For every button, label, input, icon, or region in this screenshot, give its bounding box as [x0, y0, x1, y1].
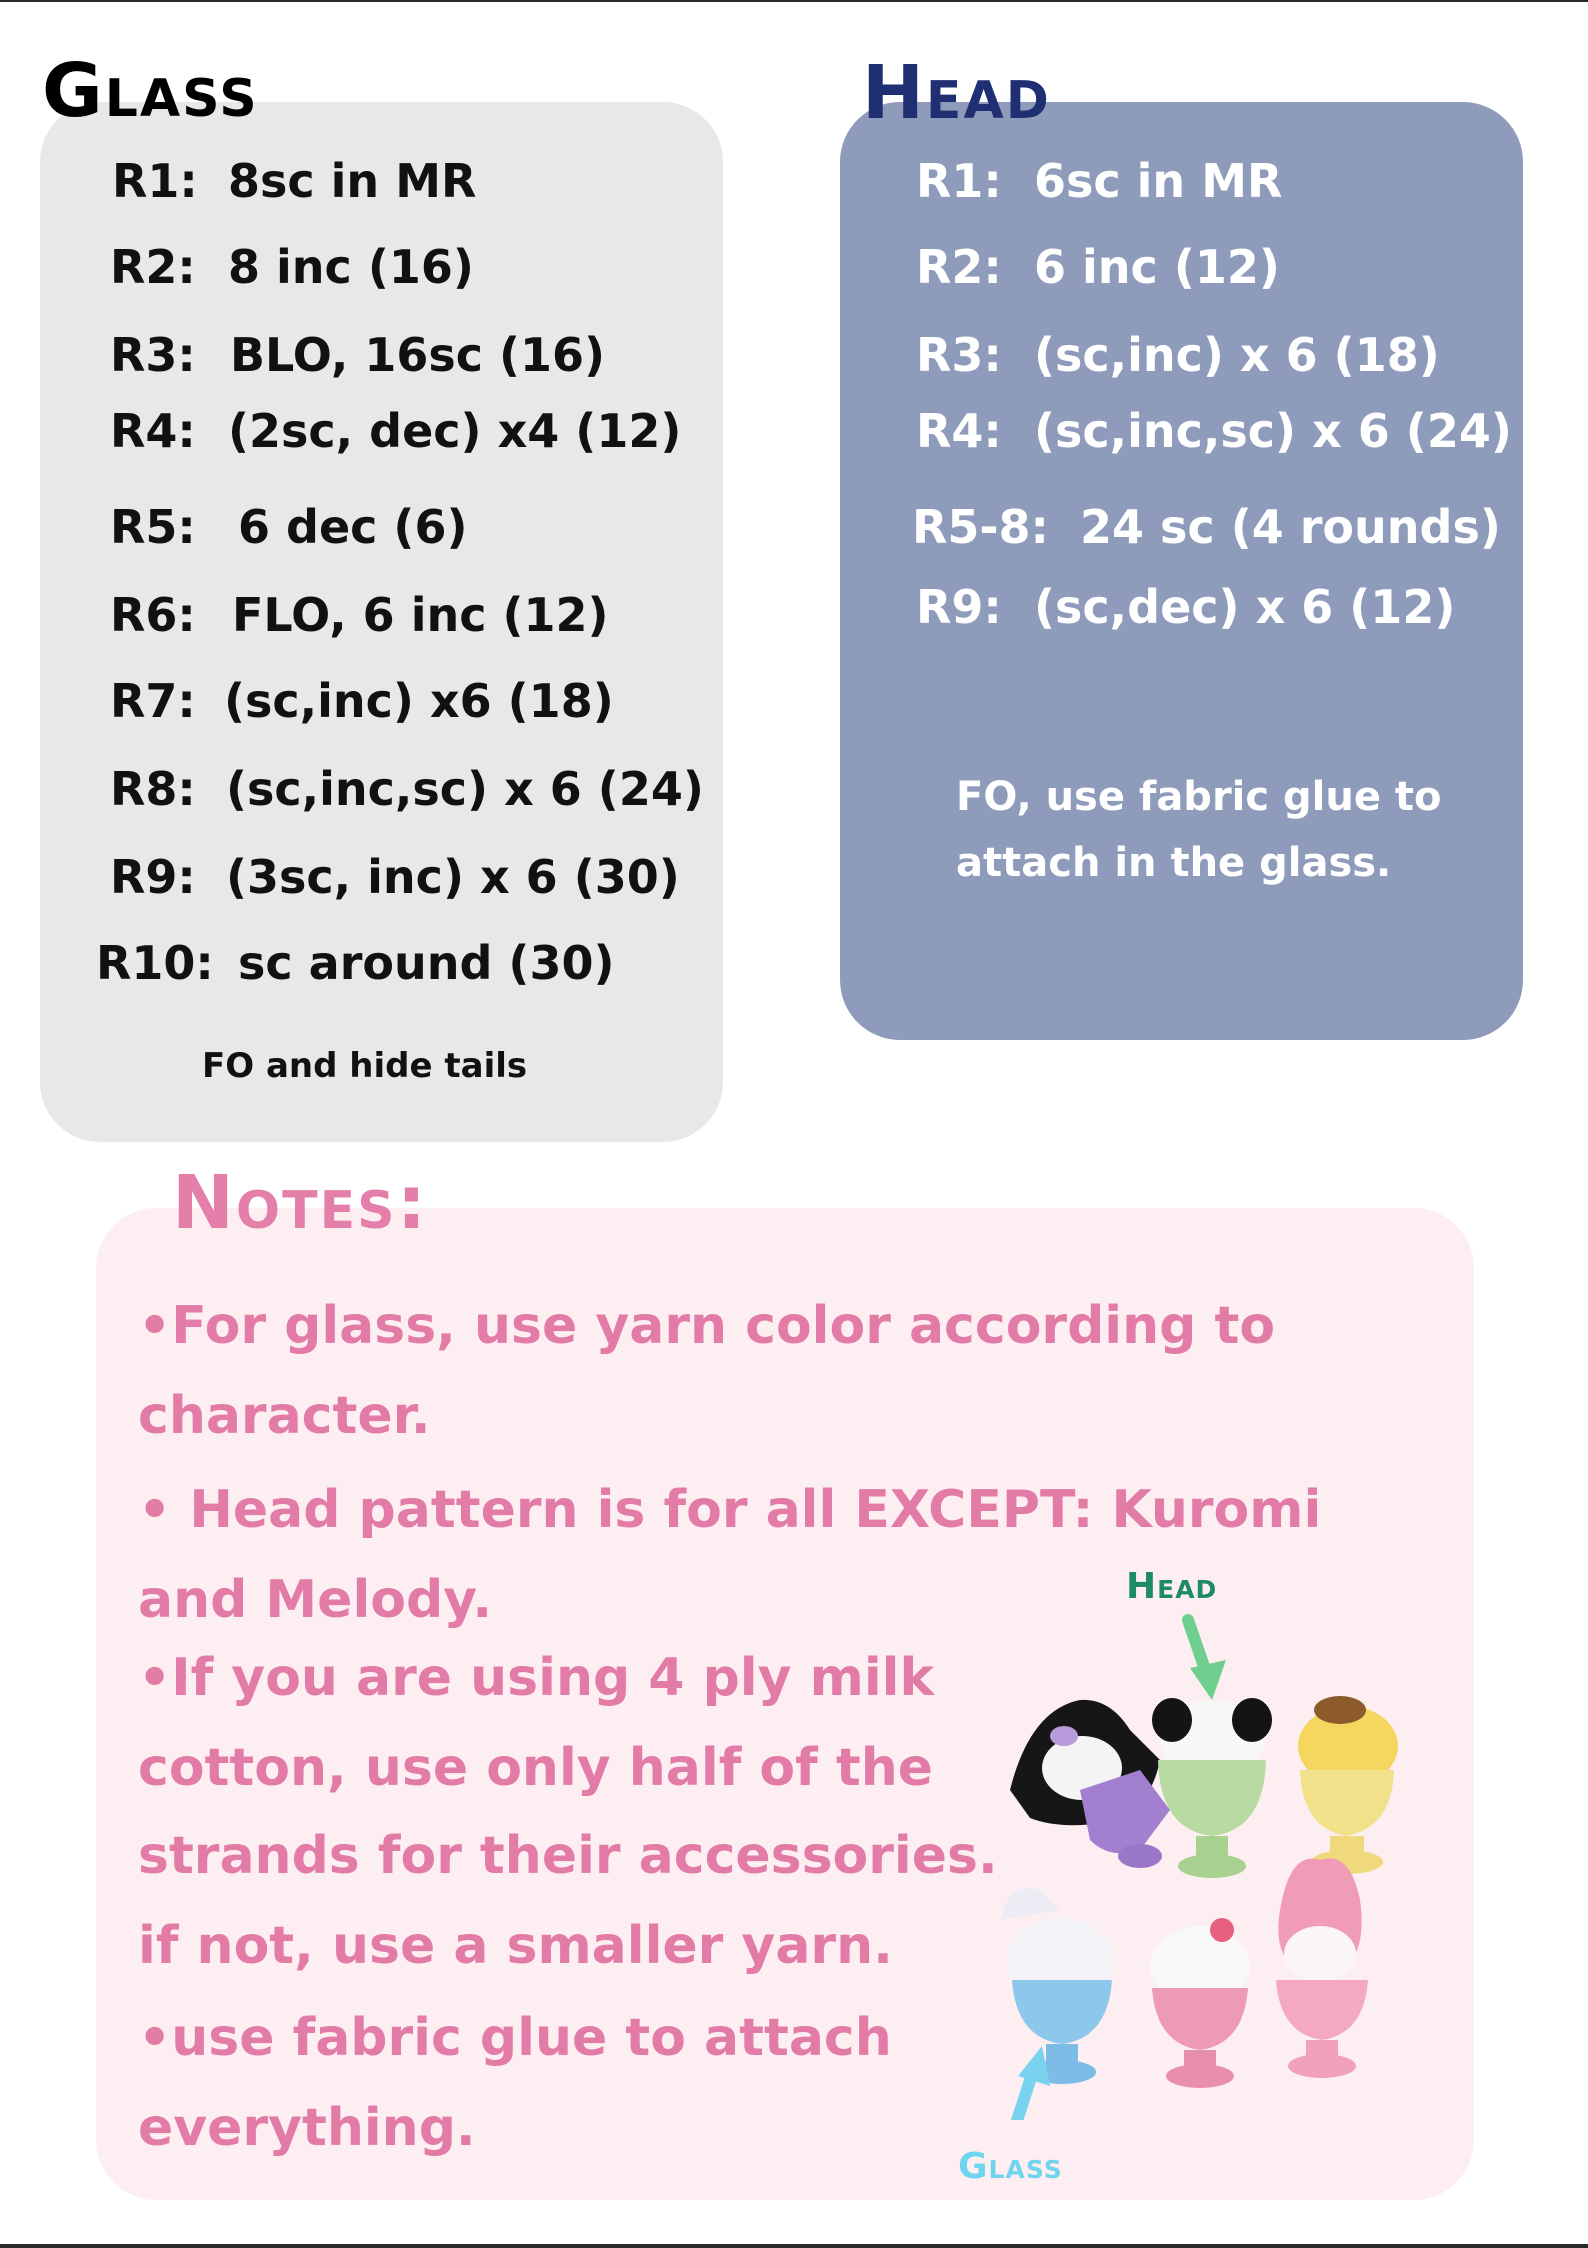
round-instruction: (3sc, inc) x 6 (30) [226, 850, 680, 904]
my-melody-figure [1276, 1858, 1368, 2078]
note-line: and Melody. [138, 1570, 493, 1630]
pochacco-figure [1152, 1698, 1272, 1878]
bottom-border [0, 2244, 1588, 2248]
round-label: R9: [916, 580, 1002, 634]
round-instruction: BLO, 16sc (16) [230, 328, 606, 382]
round-label: R5-8: [912, 500, 1049, 554]
glass-title: Glass [42, 48, 259, 134]
round-label: R1: [916, 154, 1002, 208]
round-label: R7: [110, 674, 196, 728]
round-label: R3: [110, 328, 196, 382]
round-instruction: 24 sc (4 rounds) [1080, 500, 1501, 554]
note-line: •For glass, use yarn color according to [138, 1296, 1276, 1356]
note-line: character. [138, 1386, 431, 1446]
round-label: R3: [916, 328, 1002, 382]
head-arrow-icon [1188, 1620, 1226, 1700]
round-label: R2: [110, 240, 196, 294]
notes-title: Notes: [172, 1160, 429, 1246]
note-line: strands for their accessories. [138, 1826, 998, 1886]
round-label: R10: [96, 936, 214, 990]
round-instruction: (sc,inc,sc) x 6 (24) [226, 762, 704, 816]
glass-finish-note: FO and hide tails [202, 1046, 528, 1086]
head-photo-label: Head [1126, 1566, 1218, 1607]
round-instruction: 6 dec (6) [238, 500, 468, 554]
head-finish-note-line: FO, use fabric glue to [956, 774, 1442, 820]
round-instruction: 6 inc (12) [1034, 240, 1280, 294]
note-line: everything. [138, 2098, 476, 2158]
pompompurin-figure [1298, 1696, 1398, 1874]
round-instruction: FLO, 6 inc (12) [232, 588, 609, 642]
round-instruction: (sc,inc) x 6 (18) [1034, 328, 1440, 382]
kuromi-figure [1010, 1700, 1170, 1868]
glass-photo-label: Glass [958, 2146, 1063, 2187]
round-instruction: 8 inc (16) [228, 240, 474, 294]
note-line: •If you are using 4 ply milk [138, 1648, 935, 1708]
note-line: cotton, use only half of the [138, 1738, 934, 1798]
round-label: R6: [110, 588, 196, 642]
glass-arrow-icon [1014, 2046, 1050, 2120]
round-label: R9: [110, 850, 196, 904]
round-label: R8: [110, 762, 196, 816]
round-instruction: 8sc in MR [228, 154, 477, 208]
cinnamoroll-figure [1000, 1888, 1114, 2084]
head-finish-note-line: attach in the glass. [956, 840, 1392, 886]
hello-kitty-figure [1150, 1918, 1250, 2088]
round-label: R2: [916, 240, 1002, 294]
note-line: if not, use a smaller yarn. [138, 1916, 893, 1976]
round-label: R4: [916, 404, 1002, 458]
round-instruction: sc around (30) [238, 936, 615, 990]
round-label: R4: [110, 404, 196, 458]
round-instruction: (sc,dec) x 6 (12) [1034, 580, 1456, 634]
head-title: Head [862, 50, 1051, 136]
crochet-characters-photo [990, 1560, 1450, 2120]
top-border [0, 0, 1588, 2]
round-instruction: 6sc in MR [1034, 154, 1283, 208]
round-instruction: (sc,inc,sc) x 6 (24) [1034, 404, 1512, 458]
round-instruction: (2sc, dec) x4 (12) [228, 404, 682, 458]
note-line: • Head pattern is for all EXCEPT: Kuromi [138, 1480, 1322, 1540]
round-label: R5: [110, 500, 196, 554]
round-label: R1: [112, 154, 198, 208]
round-instruction: (sc,inc) x6 (18) [224, 674, 614, 728]
note-line: •use fabric glue to attach [138, 2008, 892, 2068]
